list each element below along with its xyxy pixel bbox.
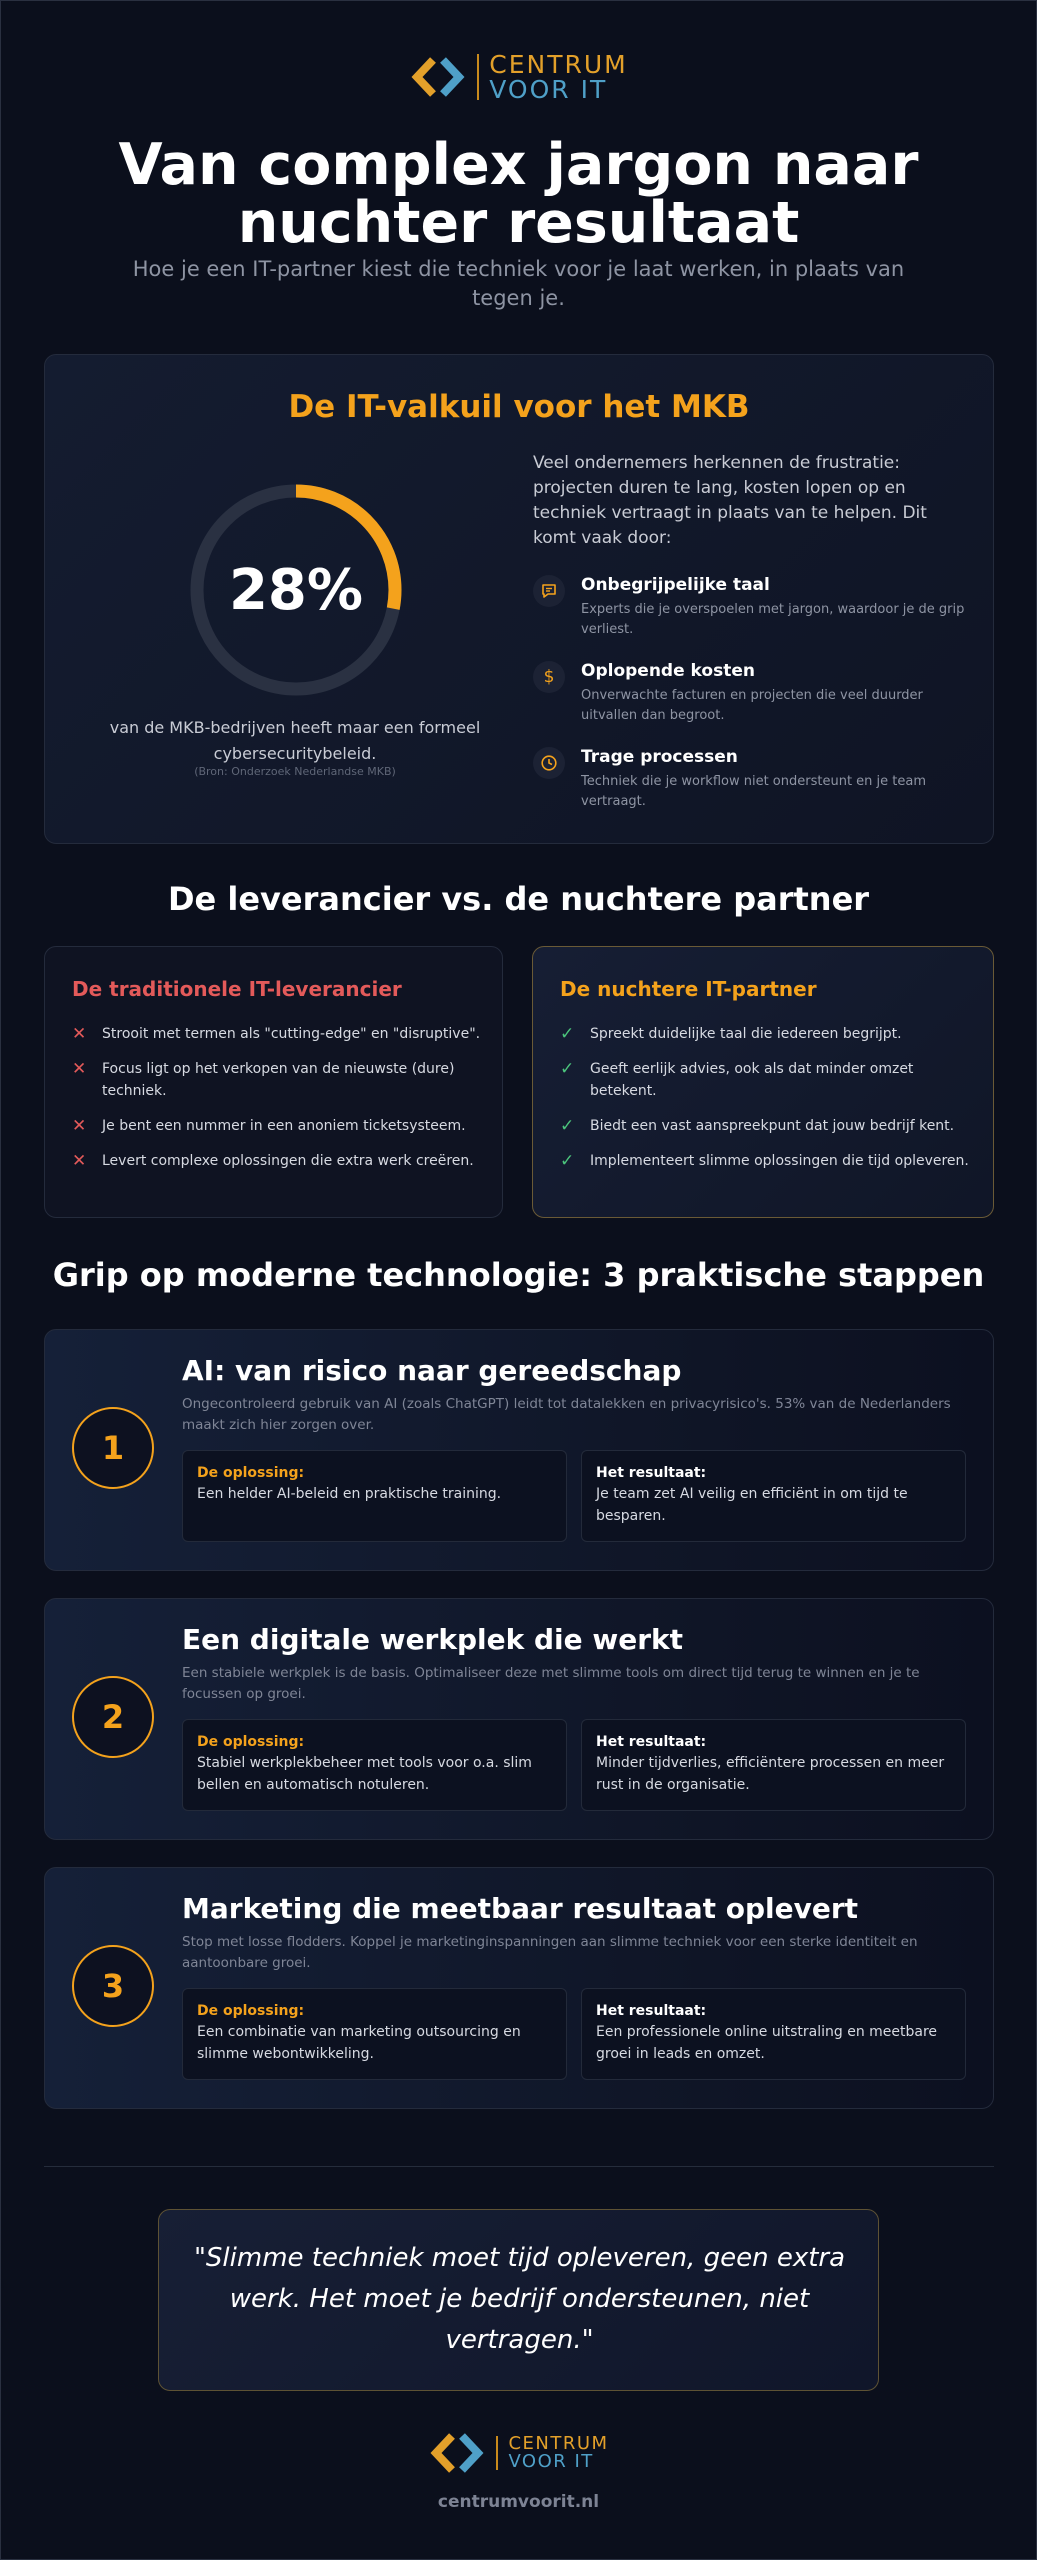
list-item: [72, 1115, 482, 1137]
solution-label: De oplossing:: [197, 2003, 305, 2019]
pitfall-card: [44, 354, 994, 844]
cross-icon: ✕: [72, 1024, 87, 1044]
brand-chevrons-icon: [428, 2432, 486, 2474]
quote-card: [158, 2209, 879, 2391]
logo-divider: [496, 2436, 498, 2470]
quote-text: "Slimme techniek moet tijd opleveren, geen extra werk. Het moet je bedrijf ondersteunen, niet vertragen.": [193, 2243, 846, 2355]
logo-divider: [477, 54, 479, 100]
list-item-text: Focus ligt op het verkopen van de nieuwste (dure) techniek.: [102, 1061, 455, 1099]
check-icon: ✓: [560, 1059, 575, 1079]
list-item-text: Spreekt duidelijke taal die iedereen begrijpt.: [590, 1026, 902, 1042]
step-card: [44, 1598, 994, 1840]
page-title-line2: nuchter resultaat: [237, 190, 800, 256]
step-desc: Een stabiele werkplek is de basis. Optimaliseer deze met slimme tools om direct tijd terug te winnen en je te focussen op groei.: [182, 1665, 920, 1702]
brand-line2: VOOR IT: [508, 2451, 594, 2472]
step-desc: Stop met losse flodders. Koppel je marketinginspanningen aan slimme techniek voor een sterke identiteit en aantoonbare groei.: [182, 1934, 918, 1971]
list-item: [72, 1023, 482, 1045]
cause-desc: Experts die je overspoelen met jargon, waardoor je de grip verliest.: [581, 602, 965, 637]
list-item-text: Geeft eerlijk advies, ook als dat minder omzet betekent.: [590, 1061, 914, 1099]
brand-logo[interactable]: [0, 52, 1037, 102]
result-box: [581, 1719, 966, 1811]
page-title-line1: Van complex jargon naar: [118, 132, 919, 198]
stat-caption: van de MKB-bedrijven heeft maar een formeel cybersecuritybeleid.: [109, 718, 481, 763]
stat-percentage: 28%: [228, 557, 364, 623]
list-item-text: Implementeert slimme oplossingen die tijd opleveren.: [590, 1153, 969, 1169]
stat-source: (Bron: Onderzoek Nederlandse MKB): [194, 765, 396, 778]
sober-partner-card: [532, 946, 994, 1218]
list-item: [560, 1150, 970, 1172]
solution-text: Stabiel werkplekbeheer met tools voor o.a. slim bellen en automatisch notuleren.: [197, 1755, 532, 1793]
partner-list: [560, 1023, 970, 1185]
check-icon: ✓: [560, 1024, 575, 1044]
list-item: [72, 1058, 482, 1102]
check-icon: ✓: [560, 1151, 575, 1171]
brand-line1: CENTRUM: [508, 2433, 609, 2454]
section-divider: [44, 2166, 994, 2167]
step-desc: Ongecontroleerd gebruik van AI (zoals ChatGPT) leidt tot datalekken en privacyrisico's. 53% van de Nederlanders maakt zich hier zorgen over.: [182, 1396, 951, 1433]
cause-desc: Onverwachte facturen en projecten die veel duurder uitvallen dan begroot.: [581, 688, 923, 723]
brand-line1: CENTRUM: [489, 50, 628, 79]
solution-text: Een combinatie van marketing outsourcing en slimme webontwikkeling.: [197, 2024, 521, 2062]
steps-section-title: Grip op moderne technologie: 3 praktische stappen: [52, 1256, 985, 1294]
result-text: Minder tijdverlies, efficiëntere processen en meer rust in de organisatie.: [596, 1755, 945, 1793]
list-item-text: Strooit met termen als "cutting-edge" en "disruptive".: [102, 1026, 481, 1042]
result-box: [581, 1450, 966, 1542]
cross-icon: ✕: [72, 1151, 87, 1171]
cause-title: Trage processen: [581, 747, 738, 767]
pitfall-title: De IT-valkuil voor het MKB: [288, 389, 750, 425]
solution-text: Een helder AI-beleid en praktische training.: [197, 1486, 502, 1502]
result-label: Het resultaat:: [596, 1734, 707, 1750]
brand-chevrons-icon: [409, 56, 467, 98]
cause-title: Onbegrijpelijke taal: [581, 575, 770, 595]
traditional-supplier-card: [44, 946, 503, 1218]
traditional-title: De traditionele IT-leverancier: [72, 977, 402, 1001]
brand-line2: VOOR IT: [489, 75, 608, 104]
list-item: [560, 1115, 970, 1137]
cause-title: Oplopende kosten: [581, 661, 755, 681]
cross-icon: ✕: [72, 1116, 87, 1136]
speech-bubble-icon: [533, 575, 565, 607]
step-number: 1: [72, 1407, 154, 1489]
page-subtitle: Hoe je een IT-partner kiest die techniek voor je laat werken, in plaats van tegen je.: [132, 257, 905, 310]
step-card: [44, 1329, 994, 1571]
compare-section-title: De leverancier vs. de nuchtere partner: [167, 880, 870, 918]
step-title: AI: van risico naar gereedschap: [182, 1354, 682, 1387]
traditional-list: [72, 1023, 482, 1185]
solution-box: [182, 1988, 567, 2080]
list-item-text: Je bent een nummer in een anoniem ticketsysteem.: [102, 1118, 466, 1134]
brand-wordmark: [508, 2435, 608, 2471]
result-label: Het resultaat:: [596, 2003, 707, 2019]
list-item: [72, 1150, 482, 1172]
solution-label: De oplossing:: [197, 1465, 305, 1481]
footer-logo[interactable]: [0, 2432, 1037, 2474]
pitfall-intro: Veel ondernemers herkennen de frustratie: projecten duren te lang, kosten lopen op en techniek vertraagt in plaats van te helpen. Dit komt vaak door:: [533, 453, 927, 548]
solution-box: [182, 1719, 567, 1811]
solution-label: De oplossing:: [197, 1734, 305, 1750]
brand-wordmark: [489, 52, 627, 102]
step-card: [44, 1867, 994, 2109]
list-item: [560, 1058, 970, 1102]
footer-url-link[interactable]: centrumvoorit.nl: [437, 2492, 600, 2512]
step-title: Marketing die meetbaar resultaat oplevert: [182, 1892, 859, 1925]
cross-icon: ✕: [72, 1059, 87, 1079]
step-number: 3: [72, 1945, 154, 2027]
step-title: Een digitale werkplek die werkt: [182, 1623, 684, 1656]
cause-desc: Techniek die je workflow niet ondersteunt en je team vertraagt.: [581, 774, 927, 809]
check-icon: ✓: [560, 1116, 575, 1136]
step-number: 2: [72, 1676, 154, 1758]
list-item-text: Biedt een vast aanspreekpunt dat jouw bedrijf kent.: [590, 1118, 955, 1134]
result-box: [581, 1988, 966, 2080]
clock-icon: [533, 747, 565, 779]
result-text: Je team zet AI veilig en efficiënt in om tijd te besparen.: [596, 1486, 908, 1524]
result-label: Het resultaat:: [596, 1465, 707, 1481]
partner-title: De nuchtere IT-partner: [560, 977, 817, 1001]
page-title: [0, 132, 1037, 256]
result-text: Een professionele online uitstraling en meetbare groei in leads en omzet.: [596, 2024, 938, 2062]
list-item-text: Levert complexe oplossingen die extra werk creëren.: [102, 1153, 474, 1169]
solution-box: [182, 1450, 567, 1542]
dollar-icon: $: [533, 661, 565, 693]
list-item: [560, 1023, 970, 1045]
